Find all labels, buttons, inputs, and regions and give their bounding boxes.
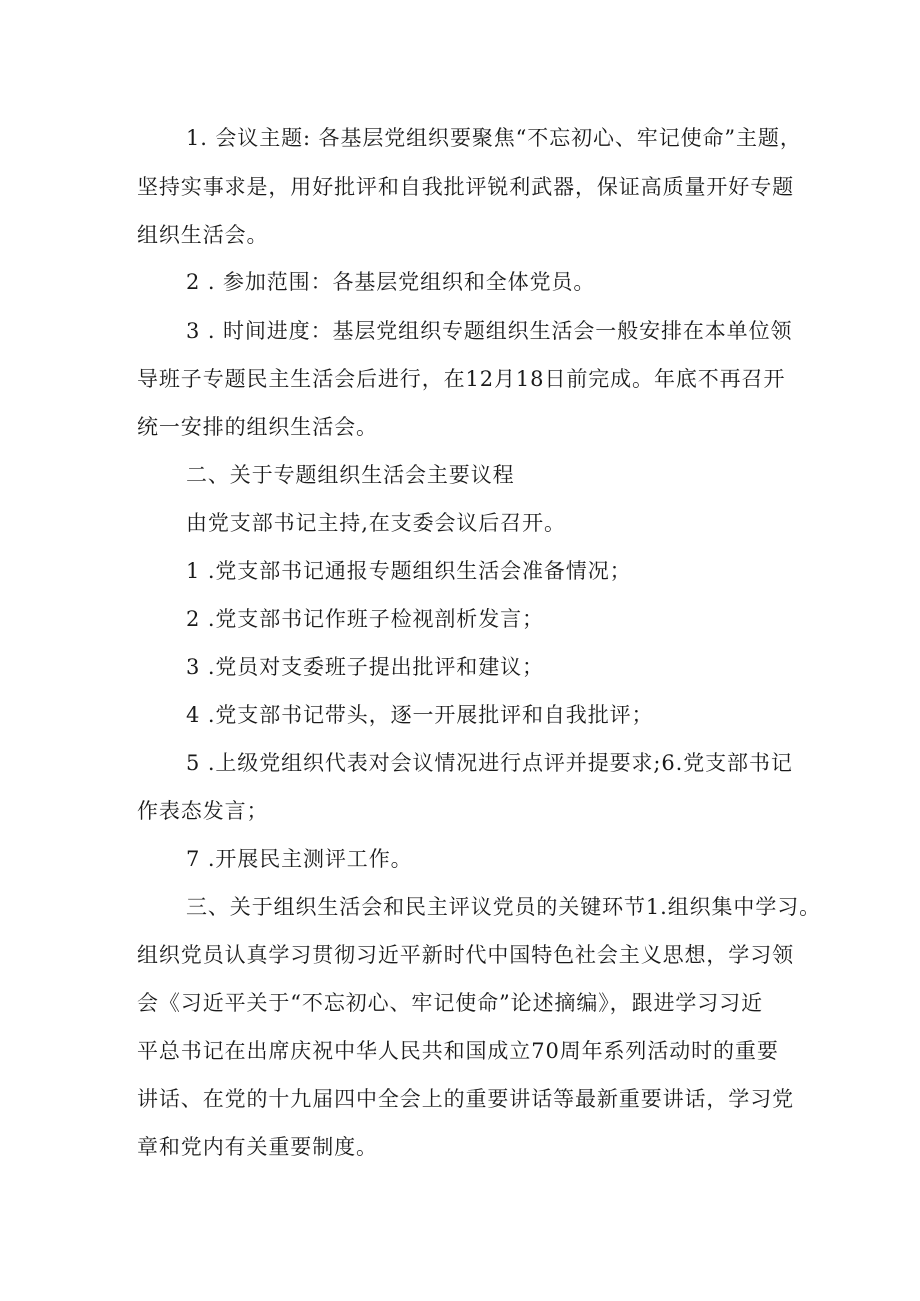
list-item: 7 .开展民主测评工作。 <box>186 847 413 871</box>
text-line: 平总书记在出席庆祝中华人民共和国成立70周年系列活动时的重要 <box>137 1039 779 1063</box>
text-line: 导班子专题民主生活会后进行，在12月18日前完成。年底不再召开 <box>137 367 786 391</box>
text-line: 由党支部书记主持,在支委会议后召开。 <box>186 511 566 535</box>
list-item: 2 .党支部书记作班子检视剖析发言； <box>186 607 544 631</box>
section-heading: 二、关于专题组织生活会主要议程 <box>186 463 515 487</box>
text-line: 组织生活会。 <box>137 223 269 247</box>
text-line: 章和党内有关重要制度。 <box>137 1135 378 1159</box>
text-line: 3 . 时间进度：基层党组织专题组织生活会一般安排在本单位领 <box>186 319 793 343</box>
text-line: 会《习近平关于“不忘初心、牢记使命”论述摘编》，跟进学习习近 <box>137 991 763 1015</box>
text-line: 2 . 参加范围：各基层党组织和全体党员。 <box>186 270 596 294</box>
list-item: 3 .党员对支委班子提出批评和建议； <box>186 655 544 679</box>
section-heading: 三、关于组织生活会和民主评议党员的关键环节1.组织集中学习。 <box>186 895 822 919</box>
list-item: 4 .党支部书记带头，逐一开展批评和自我批评； <box>186 703 654 727</box>
text-line: 组织党员认真学习贯彻习近平新时代中国特色社会主义思想，学习领 <box>137 943 794 967</box>
text-line: 讲话、在党的十九届四中全会上的重要讲话等最新重要讲话，学习党 <box>137 1087 794 1111</box>
list-item: 1 .党支部书记通报专题组织生活会准备情况； <box>186 559 632 583</box>
text-line: 坚持实事求是，用好批评和自我批评锐利武器，保证高质量开好专题 <box>137 175 794 199</box>
text-line: 统一安排的组织生活会。 <box>137 415 378 439</box>
text-line: 作表态发言； <box>137 799 269 823</box>
list-item: 5 .上级党组织代表对会议情况进行点评并提要求;6.党支部书记 <box>186 751 793 775</box>
text-line: 1. 会议主题: 各基层党组织要聚焦“不忘初心、牢记使命”主题， <box>186 126 802 150</box>
